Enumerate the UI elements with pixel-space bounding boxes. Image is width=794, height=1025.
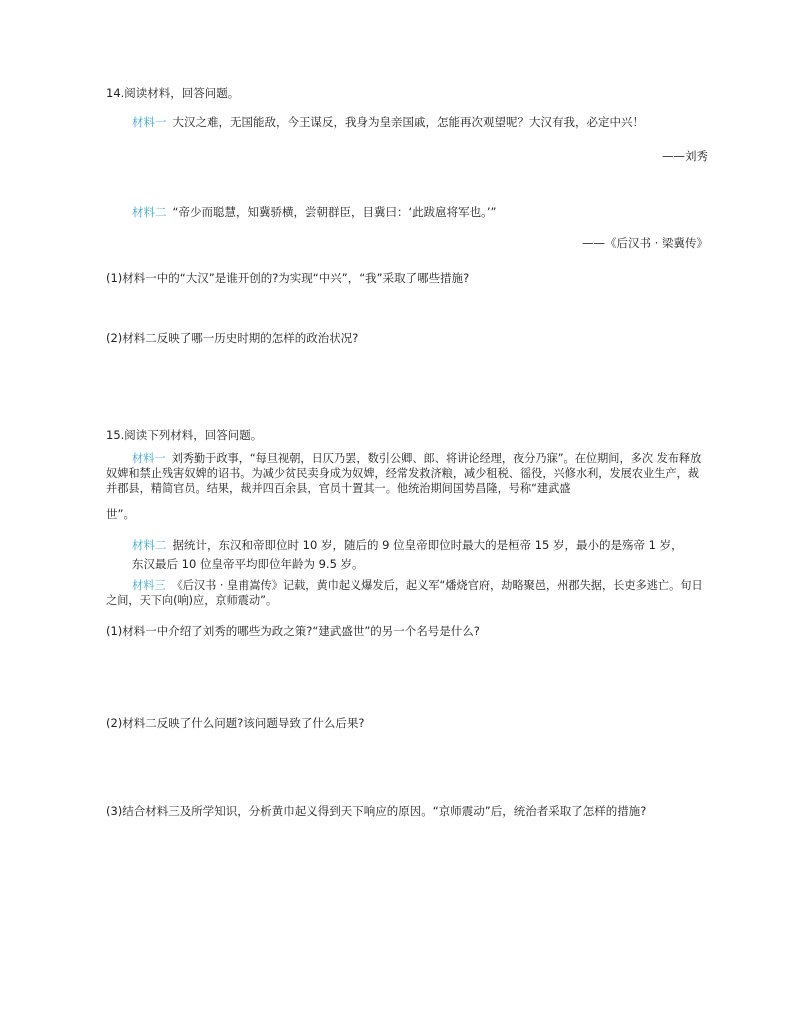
material-text: 大汉之难，无国能敌，今王谋反，我身为皇亲国戚，怎能再次观望呢？大汉有我，必定中兴！ (172, 115, 644, 129)
material-label: 材料一 (132, 115, 167, 129)
material-text: “帝少而聪慧，知冀骄横，尝朝群臣，目冀曰：‘此跋扈将军也。’” (172, 205, 497, 219)
q15-material-2-line-2: 东汉最后 10 位皇帝平均即位年龄为 9.5 岁。 (132, 557, 364, 571)
material-text: 刘秀勤于政事，“每旦视朝，日仄乃罢，数引公卿、郎、将讲论经理，夜分乃寐”。在位期间，多次 发布释放奴婢和禁止残害奴婢的诏书。为减少贫民卖身成为奴婢，经常发救济粮，减少租税、徭役，兴修水利，发展农业生产，裁并郡县，精简官员。结果，裁并四百余县，官员十置其一。他统治期间国势昌隆，号称“建武盛 (106, 452, 702, 495)
question-15-title: 15.阅读下列材料，回答问题。 (106, 428, 263, 442)
question-14-title: 14.阅读材料，回答问题。 (106, 86, 240, 100)
q15-subquestion-3: (3)结合材料三及所学知识，分析黄巾起义得到天下响应的原因。“京师震动”后，统治者采取了怎样的措施? (106, 804, 647, 818)
material-text: 《后汉书 · 皇甫嵩传》记载，黄巾起义爆发后，起义军“燔烧官府，劫略聚邑，州郡失据，长吏多逃亡。旬日之间，天下向(响)应，京师震动”。 (106, 579, 703, 607)
material-label: 材料二 (132, 205, 167, 219)
q15-subquestion-1: (1)材料一中介绍了刘秀的哪些为政之策?“建武盛世”的另一个名号是什么? (106, 624, 480, 638)
q15-material-2 (132, 538, 683, 553)
material-text-line-1: 据统计，东汉和帝即位时 10 岁，随后的 9 位皇帝即位时最大的是桓帝 15 岁，最小的是殇帝 1 岁， (172, 538, 683, 552)
q14-material-1 (132, 115, 644, 130)
q14-subquestion-2: (2)材料二反映了哪一历史时期的怎样的政治状况? (106, 331, 359, 345)
q14-subquestion-1: (1)材料一中的“大汉”是谁开创的?为实现“中兴”，“我”采取了哪些措施? (106, 271, 470, 285)
q15-material-3 (106, 578, 710, 608)
material-label: 材料三 (132, 579, 166, 592)
q14-material-1-source: ——刘秀 (662, 149, 708, 163)
q15-material-1 (106, 451, 710, 496)
q15-subquestion-2: (2)材料二反映了什么问题?该问题导致了什么后果? (106, 716, 365, 730)
q14-material-2 (132, 205, 496, 220)
q14-material-2-source: ——《后汉书 · 梁冀传》 (582, 236, 708, 250)
material-label: 材料二 (132, 538, 167, 552)
material-label: 材料一 (132, 452, 166, 465)
q15-material-1-tail: 世”。 (106, 507, 135, 521)
